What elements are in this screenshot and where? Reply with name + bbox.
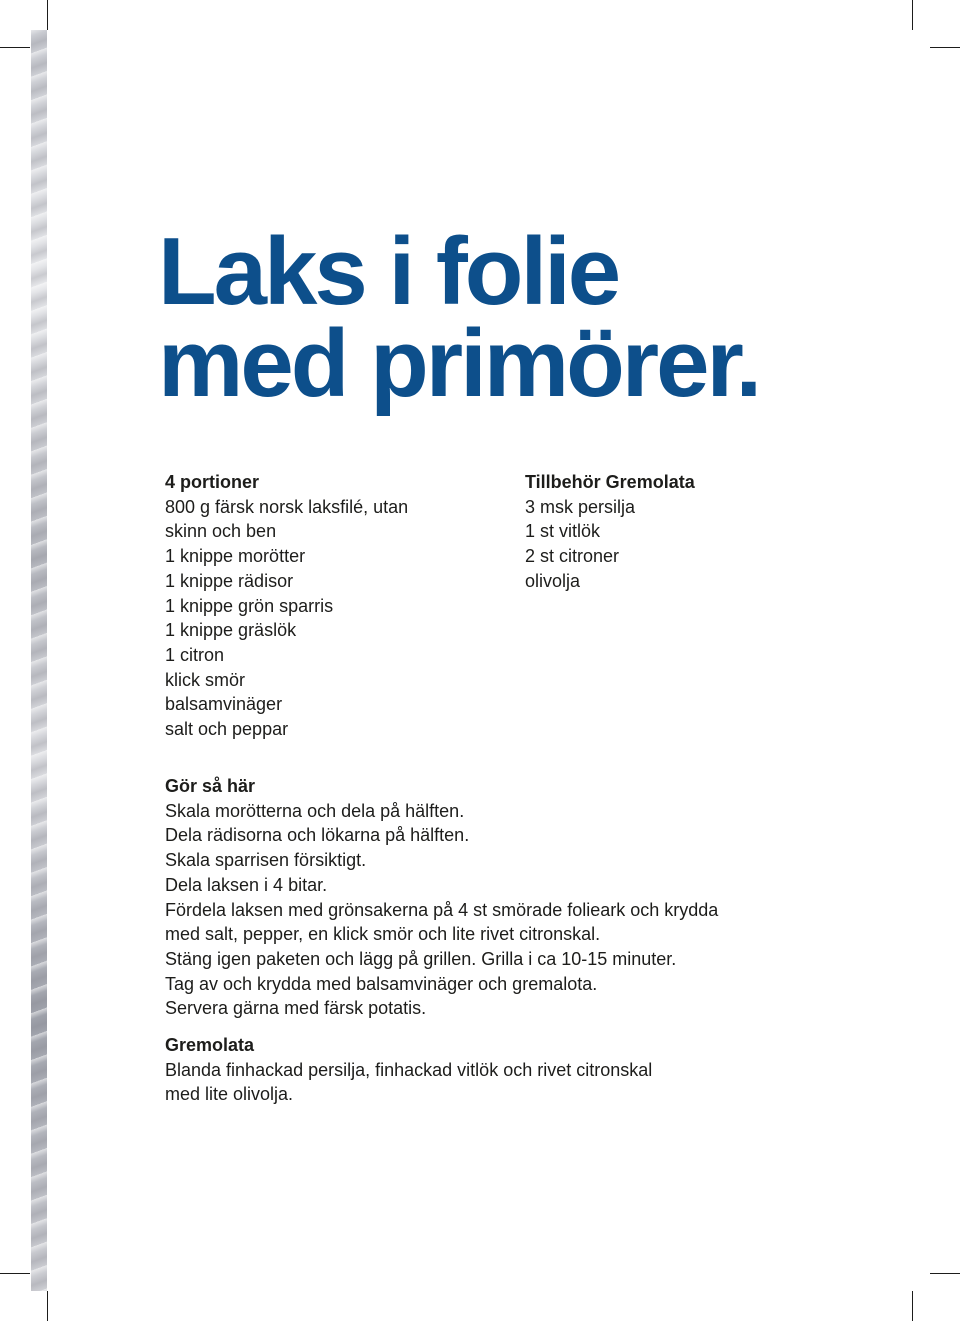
crop-mark [0,47,30,48]
instruction-line: Servera gärna med färsk potatis. [165,998,427,1019]
instruction-line: Tag av och krydda med balsamvinäger och gremalota. [165,973,598,994]
title-line-2: med primörer. [158,310,760,417]
accessory-item: 2 st citroner [525,546,620,567]
page-title [158,218,760,417]
accessories-heading: Tillbehör Gremolata [525,472,695,492]
crop-mark [930,47,960,48]
ingredient-item: 1 citron [165,644,225,665]
instruction-line: Dela rädisorna och lökarna på hälften. [165,825,470,846]
ingredient-item: 1 knippe morötter [165,546,306,567]
gremolata-section [165,1033,845,1107]
ingredient-item: balsamvinäger [165,694,283,715]
crop-mark [912,1291,913,1321]
instruction-line: Fördela laksen med grönsakerna på 4 st smörade folieark och krydda [165,899,719,920]
ingredient-item: klick smör [165,669,245,690]
instruction-line: Dela laksen i 4 bitar. [165,874,328,895]
ingredient-item: 1 knippe rädisor [165,570,294,591]
gremolata-line: Blanda finhackad persilja, finhackad vitlök och rivet citronskal [165,1059,653,1080]
crop-mark [0,1273,30,1274]
instruction-line: Stäng igen paketen och lägg på grillen. Grilla i ca 10-15 minuter. [165,948,677,969]
accessory-item: 3 msk persilja [525,496,636,517]
ingredients-heading: 4 portioner [165,472,260,492]
instruction-line: med salt, pepper, en klick smör och lite rivet citronskal. [165,924,601,945]
accessory-item: 1 st vitlök [525,521,601,542]
instruction-line: Skala morötterna och dela på hälften. [165,800,465,821]
accessory-item: olivolja [525,570,581,591]
gremolata-line: med lite olivolja. [165,1084,294,1105]
ingredient-item: 800 g färsk norsk laksfilé, utan skinn och ben [165,496,409,542]
foil-strip [31,30,47,1291]
ingredient-item: 1 knippe grön sparris [165,595,334,616]
instructions-heading: Gör så här [165,776,256,796]
crop-mark [47,1291,48,1321]
gremolata-heading: Gremolata [165,1035,255,1055]
title-line-1: Laks i folie [158,218,619,325]
ingredient-item: salt och peppar [165,719,289,740]
ingredient-item: 1 knippe gräslök [165,620,297,641]
accessories-list [525,470,825,594]
ingredients-list [165,470,455,742]
crop-mark [930,1273,960,1274]
crop-mark [912,0,913,30]
crop-mark [47,0,48,30]
instruction-line: Skala sparrisen försiktigt. [165,850,367,871]
instructions-section [165,774,845,1021]
